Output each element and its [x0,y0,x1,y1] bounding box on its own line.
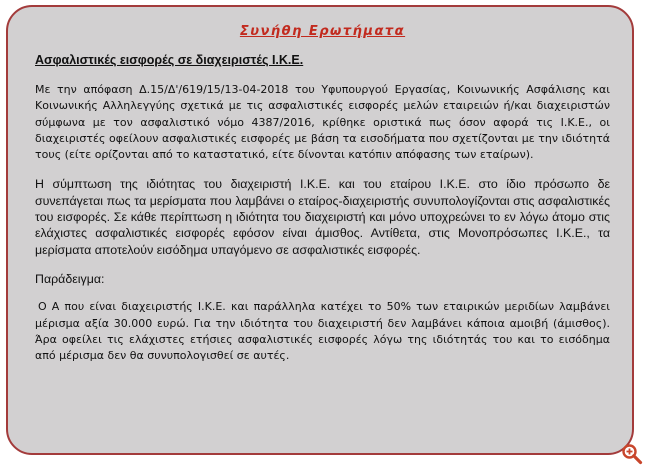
example-label: Παράδειγμα: [35,271,105,286]
zoom-in-icon [621,443,643,465]
paragraph-dividends: Η σύμπτωση της ιδιότητας του διαχειριστή Ι.Κ.Ε. και του εταίρου Ι.Κ.Ε. στο ίδιο πρόσωπο δε συνεπάγεται πως τα μερίσματα που λαμβάνει ο εταίρος-διαχειριστής συνυπολογίζονται στις ασφαλιστικές του εισφορές. Σε κάθε περίπτωση η ιδιότητα του διαχειριστή και μόνο υποχρεώνει το εν λόγω άτομο στις ελάχιστες ασφαλιστικές εισφορές εφόσον είναι άμισθος. Αντίθετα, στις Μονοπρόσωπες Ι.Κ.Ε., τα μερίσματα αποτελούν εισόδημα υπαγόμενο σε ασφαλιστικές εισφορές. [35,177,610,257]
paragraph-example: Ο Α που είναι διαχειριστής Ι.Κ.Ε. και παράλληλα κατέχει το 50% των εταιρικών μεριδίων λαμβάνει μέρισμα αξία 30.000 ευρώ. Για την ιδιότητα του διαχειριστή δεν λαμβάνει κάποια αμοιβή (άμισθος). Άρα οφείλει τις ελάχιστες ετήσιες ασφαλιστικές εισφορές λόγω της ιδιότητάς του και το εισόδημα από μέρισμα δεν θα συνυπολογισθεί σε αυτές. [35,300,610,363]
card-title: Συνήθη Ερωτήματα [239,24,406,39]
paragraph-decision: Με την απόφαση Δ.15/Δ'/619/15/13-04-2018 του Υφυπουργού Εργασίας, Κοινωνικής Ασφάλισης και Κοινωνικής Αλληλεγγύης σχετικά με τις ασφαλιστικές εισφορές μελών εταιρειών ή/και διαχειριστών σύμφωνα με τον ασφαλιστικό νόμο 4387/2016, κρίθηκε οριστικά πως όσον αφορά τις Ι.Κ.Ε., οι διαχειριστές οφείλουν ασφαλιστικές εισφορές με βάση τα εισοδήματα που σχετίζονται με την ιδιότητά τους (είτε ορίζονται από το καταστατικό, είτε δίνονται κατόπιν απόφασης των εταίρων). [35,83,610,162]
faq-card [6,5,634,455]
zoom-button[interactable] [621,443,643,465]
card-subtitle: Ασφαλιστικές εισφορές σε διαχειριστές Ι.Κ.Ε. [35,53,304,67]
